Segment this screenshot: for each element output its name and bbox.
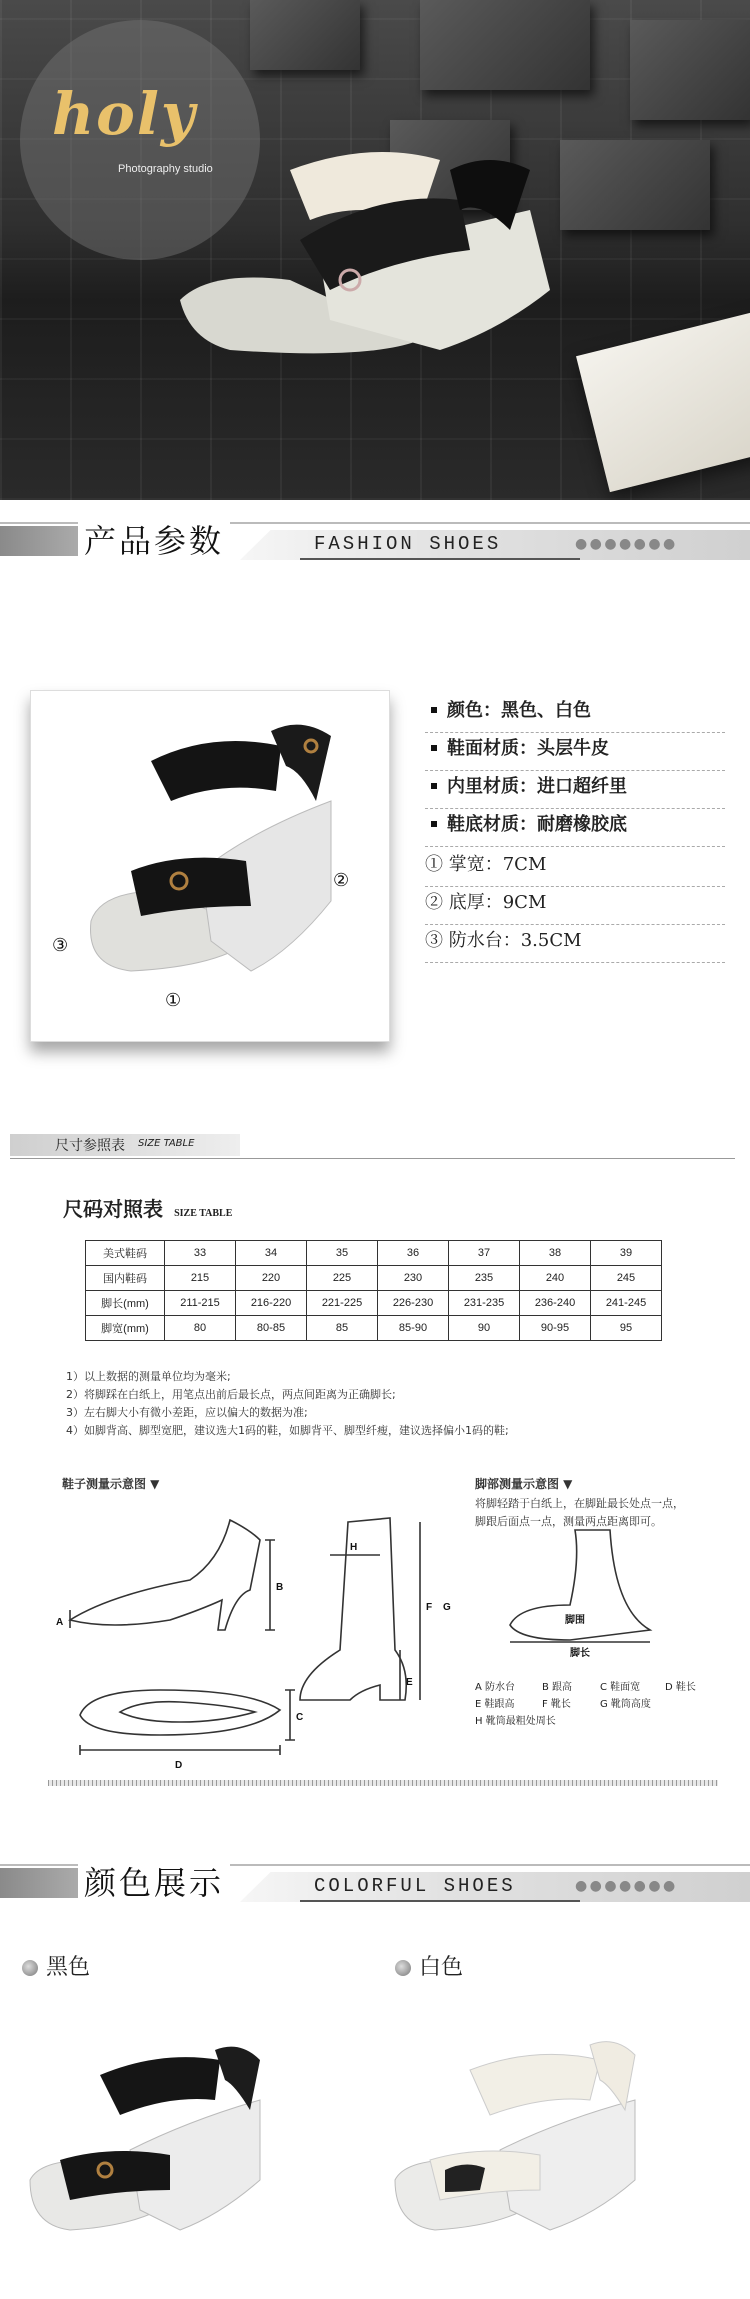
measure-row bbox=[425, 888, 725, 925]
wall-block bbox=[630, 20, 750, 120]
decorative-dots: ● ● ● ● ● ● ● bbox=[575, 1878, 675, 1894]
table-cell: 90-95 bbox=[520, 1316, 591, 1341]
wall-block bbox=[250, 0, 360, 70]
size-header-cn: 尺寸参照表 bbox=[55, 1138, 125, 1154]
table-cell: 33 bbox=[165, 1241, 236, 1266]
table-cell: 脚宽(mm) bbox=[86, 1316, 165, 1341]
foot-inner-label: 脚围 bbox=[565, 1615, 585, 1626]
spec-text: 颜色：黑色、白色 bbox=[447, 700, 591, 721]
note-line: 4）如脚背高、脚型宽肥，建议选大1码的鞋，如脚背平、脚型纤瘦，建议选择偏小1码的鞋; bbox=[66, 1424, 509, 1437]
color-name: 黑色 bbox=[46, 1955, 91, 1980]
color-name: 白色 bbox=[419, 1955, 464, 1980]
table-cell: 38 bbox=[520, 1241, 591, 1266]
table-cell: 国内鞋码 bbox=[86, 1266, 165, 1291]
foot-desc-line: 脚跟后面点一点，测量两点距离即可。 bbox=[475, 1515, 662, 1528]
diagram-letter: D bbox=[175, 1760, 183, 1771]
diagram-letter: F bbox=[426, 1602, 433, 1613]
table-cell: 215 bbox=[165, 1266, 236, 1291]
table-row bbox=[86, 1266, 662, 1291]
spec-row bbox=[425, 772, 725, 809]
table-cell: 241-245 bbox=[591, 1291, 662, 1316]
table-cell: 226-230 bbox=[378, 1291, 449, 1316]
legend-item: D 鞋长 bbox=[665, 1682, 696, 1693]
section-header-colors bbox=[0, 1850, 750, 1910]
callout-2: ② bbox=[333, 870, 350, 891]
legend-item: C 鞋面宽 bbox=[600, 1682, 641, 1693]
table-cell: 37 bbox=[449, 1241, 520, 1266]
diagram-letter: B bbox=[276, 1582, 284, 1593]
callout-3: ③ bbox=[52, 935, 69, 956]
size-title bbox=[63, 1193, 232, 1222]
table-cell: 236-240 bbox=[520, 1291, 591, 1316]
table-cell: 39 bbox=[591, 1241, 662, 1266]
spec-row bbox=[425, 696, 725, 733]
note-line: 1）以上数据的测量单位均为毫米; bbox=[66, 1370, 231, 1383]
bullet-icon bbox=[395, 1960, 411, 1976]
measure-text: 底厚：9CM bbox=[448, 892, 547, 913]
logo: holy bbox=[52, 80, 197, 148]
table-cell: 90 bbox=[449, 1316, 520, 1341]
product-photo-frame bbox=[30, 690, 390, 1042]
table-cell: 美式鞋码 bbox=[86, 1241, 165, 1266]
measure-text: 防水台：3.5CM bbox=[448, 930, 582, 951]
table-row bbox=[86, 1241, 662, 1266]
spec-row bbox=[425, 810, 725, 847]
white-sandal-image bbox=[385, 2020, 665, 2270]
measure-row bbox=[425, 926, 725, 963]
table-cell: 脚长(mm) bbox=[86, 1291, 165, 1316]
callout-1: ① bbox=[165, 990, 182, 1011]
logo-subtitle: Photography studio bbox=[118, 163, 213, 175]
table-cell: 225 bbox=[307, 1266, 378, 1291]
section-title: 颜色展示 bbox=[78, 1858, 230, 1904]
color-label-black bbox=[22, 1950, 90, 1981]
table-cell: 85-90 bbox=[378, 1316, 449, 1341]
measurement-diagram bbox=[50, 1500, 710, 1780]
wall-block bbox=[560, 140, 710, 230]
size-table bbox=[85, 1240, 662, 1341]
legend-item: G 靴筒高度 bbox=[600, 1699, 651, 1710]
table-row bbox=[86, 1291, 662, 1316]
note-line: 2）将脚踩在白纸上，用笔点出前后最长点，两点间距离为正确脚长; bbox=[66, 1388, 396, 1401]
measure-mark: ② bbox=[425, 892, 443, 913]
shoe-diagram-label: 鞋子测量示意图 ▼ bbox=[62, 1477, 160, 1491]
legend-item: H 靴筒最粗处周长 bbox=[475, 1716, 556, 1727]
table-cell: 95 bbox=[591, 1316, 662, 1341]
table-cell: 221-225 bbox=[307, 1291, 378, 1316]
diagram-letter: H bbox=[350, 1542, 358, 1553]
color-label-white bbox=[395, 1950, 463, 1981]
legend-item: F 靴长 bbox=[542, 1699, 571, 1710]
section-title: 产品参数 bbox=[78, 516, 230, 562]
table-cell: 85 bbox=[307, 1316, 378, 1341]
table-cell: 240 bbox=[520, 1266, 591, 1291]
foot-length-label: 脚长 bbox=[570, 1648, 590, 1659]
table-cell: 216-220 bbox=[236, 1291, 307, 1316]
size-section-header bbox=[10, 1128, 735, 1159]
table-cell: 34 bbox=[236, 1241, 307, 1266]
diagram-letter: G bbox=[443, 1602, 451, 1613]
spec-text: 鞋底材质：耐磨橡胶底 bbox=[447, 814, 627, 835]
spec-row bbox=[425, 734, 725, 771]
legend-item: B 跟高 bbox=[542, 1682, 573, 1693]
measure-row bbox=[425, 850, 725, 887]
shoe-box bbox=[576, 308, 750, 492]
section-header-params bbox=[0, 508, 750, 568]
note-line: 3）左右脚大小有微小差距，应以偏大的数据为准; bbox=[66, 1406, 308, 1419]
hero-sandal-image bbox=[170, 130, 570, 360]
table-cell: 245 bbox=[591, 1266, 662, 1291]
foot-diagram-label: 脚部测量示意图 ▼ bbox=[475, 1477, 573, 1491]
size-title-en: SIZE TABLE bbox=[174, 1208, 233, 1219]
ruler-divider bbox=[48, 1780, 718, 1786]
decorative-dots: ● ● ● ● ● ● ● bbox=[575, 536, 675, 552]
diagram-letter: A bbox=[56, 1617, 64, 1628]
measure-mark: ① bbox=[425, 854, 443, 875]
legend-item: E 鞋跟高 bbox=[475, 1699, 515, 1710]
table-cell: 231-235 bbox=[449, 1291, 520, 1316]
table-row bbox=[86, 1316, 662, 1341]
table-cell: 36 bbox=[378, 1241, 449, 1266]
product-sandal-image bbox=[31, 691, 389, 1041]
table-cell: 220 bbox=[236, 1266, 307, 1291]
measure-text: 掌宽：7CM bbox=[448, 854, 547, 875]
foot-desc-line: 将脚轻踏于白纸上，在脚趾最长处点一点， bbox=[475, 1497, 684, 1510]
size-notes bbox=[66, 1368, 706, 1440]
table-cell: 35 bbox=[307, 1241, 378, 1266]
legend-item: A 防水台 bbox=[475, 1682, 516, 1693]
table-cell: 230 bbox=[378, 1266, 449, 1291]
bullet-icon bbox=[22, 1960, 38, 1976]
diagram-letter: E bbox=[406, 1677, 413, 1688]
size-title-cn: 尺码对照表 bbox=[63, 1197, 163, 1221]
wall-block bbox=[420, 0, 590, 90]
measure-mark: ③ bbox=[425, 930, 443, 951]
table-cell: 211-215 bbox=[165, 1291, 236, 1316]
section-english-title: FASHION SHOES bbox=[314, 533, 502, 555]
diagram-letter: C bbox=[296, 1712, 304, 1723]
size-header-en: SIZE TABLE bbox=[138, 1138, 195, 1149]
section-english-title: COLORFUL SHOES bbox=[314, 1875, 516, 1897]
spec-text: 鞋面材质：头层牛皮 bbox=[447, 738, 609, 759]
table-cell: 235 bbox=[449, 1266, 520, 1291]
black-sandal-image bbox=[20, 2030, 280, 2270]
hero-banner bbox=[0, 0, 750, 500]
table-cell: 80 bbox=[165, 1316, 236, 1341]
spec-text: 内里材质：进口超纤里 bbox=[447, 776, 627, 797]
table-cell: 80-85 bbox=[236, 1316, 307, 1341]
